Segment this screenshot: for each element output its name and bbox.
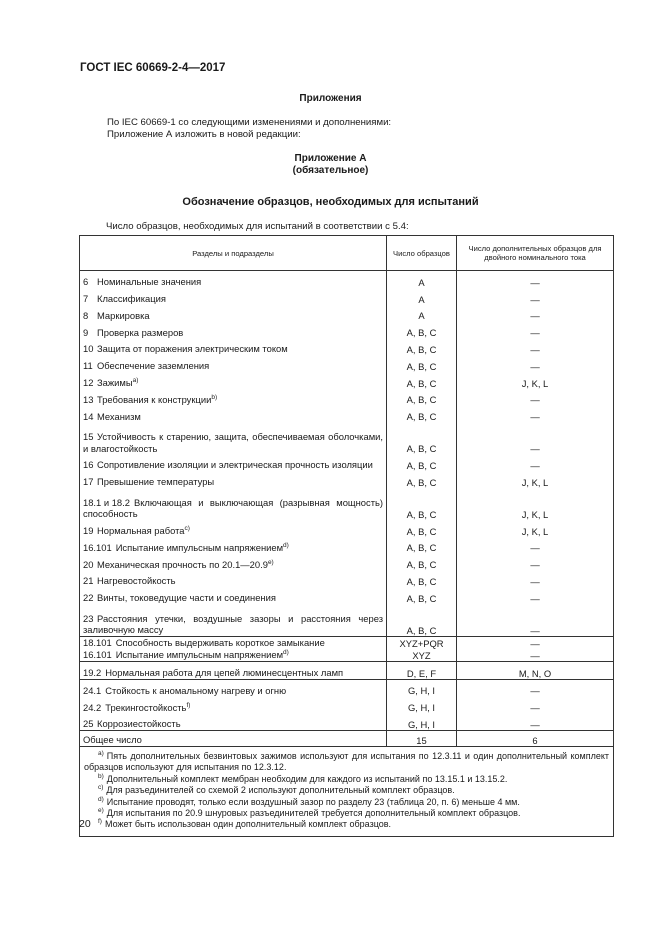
section-title: Трекингостойкость [105, 701, 187, 713]
extra-samples-cell: — [457, 389, 614, 406]
footnote-mark: b) [98, 772, 104, 780]
section-number: 19 [83, 525, 94, 537]
extra-samples-cell: — [457, 537, 614, 554]
section-cell [80, 679, 387, 696]
section-cell [80, 713, 387, 730]
table-row [80, 372, 614, 389]
table-row [80, 636, 614, 649]
section-cell [80, 422, 387, 454]
samples-cell: G, H, I [387, 713, 457, 730]
footnote [84, 797, 609, 808]
section-number: 8 [83, 309, 89, 321]
table-row [80, 661, 614, 679]
total-extra: 6 [457, 730, 614, 746]
samples-cell: A, B, C [387, 537, 457, 554]
footnote-mark: c) [98, 784, 104, 792]
extra-samples-cell: — [457, 587, 614, 604]
section-cell [80, 454, 387, 471]
footnote [84, 774, 609, 785]
footnote-ref: d) [283, 649, 289, 657]
header-sections: Разделы и подразделы [80, 236, 387, 271]
section-title: Нормальная работа [97, 525, 185, 537]
section-number: 14 [83, 410, 94, 422]
samples-table [79, 235, 614, 837]
intro-line-2: Приложение А изложить в новой редакции: [107, 129, 301, 140]
table-row [80, 587, 614, 604]
section-number: 24.1 [83, 684, 102, 696]
section-number: 25 [83, 718, 94, 730]
section-number: 6 [83, 276, 89, 288]
footnote-mark: f) [98, 818, 102, 826]
section-number: 22 [83, 592, 94, 604]
section-title: Приложения [299, 93, 362, 104]
samples-cell: A, B, C [387, 389, 457, 406]
extra-samples-cell: — [457, 355, 614, 372]
section-title: Обеспечение заземления [97, 360, 210, 372]
section-cell [80, 537, 387, 554]
section-title: Расстояния утечки, воздушные зазоры и расстояния через заливочную массу [83, 612, 383, 636]
section-title: Включающая и выключающая (разрывная мощность) способность [83, 496, 383, 520]
section-title: Испытание импульсным напряжением [115, 541, 284, 553]
samples-cell: A [387, 288, 457, 305]
samples-cell: A, B, C [387, 321, 457, 338]
samples-cell: A, B, C [387, 570, 457, 587]
footnote-mark: a) [98, 749, 104, 757]
section-cell [80, 570, 387, 587]
footnote-ref: e) [267, 558, 274, 566]
section-title: Превышение температуры [97, 476, 215, 488]
table-row [80, 338, 614, 355]
section-cell [80, 696, 387, 713]
table-row [80, 537, 614, 554]
table-row [80, 604, 614, 637]
section-cell [80, 636, 387, 649]
total-row [80, 730, 614, 746]
section-title: Механизм [97, 410, 141, 422]
footnote [84, 751, 609, 774]
table-row [80, 570, 614, 587]
extra-samples-cell: J, K, L [457, 520, 614, 537]
table-header-row [80, 236, 614, 271]
samples-cell: A, B, C [387, 587, 457, 604]
section-cell [80, 649, 387, 662]
section-title: Нормальная работа для цепей люминесцентных ламп [105, 667, 344, 679]
footnote-mark: d) [98, 795, 104, 803]
table-row [80, 713, 614, 730]
samples-cell: A, B, C [387, 553, 457, 570]
section-cell [80, 471, 387, 488]
section-number: 9 [83, 326, 89, 338]
section-title: Винты, токоведущие части и соединения [97, 592, 276, 604]
samples-cell: A, B, C [387, 488, 457, 520]
table-row [80, 405, 614, 422]
extra-samples-cell: — [457, 321, 614, 338]
extra-samples-cell: — [457, 636, 614, 649]
section-title: Номинальные значения [97, 276, 202, 288]
extra-samples-cell: — [457, 570, 614, 587]
extra-samples-cell: J, K, L [457, 488, 614, 520]
annex-title: Приложение А [294, 153, 367, 164]
table-row [80, 321, 614, 338]
section-number: 19.2 [83, 667, 102, 679]
samples-cell: XYZ+PQR [387, 636, 457, 649]
table-row [80, 488, 614, 520]
footnote [84, 819, 609, 830]
samples-cell: A [387, 305, 457, 322]
footnote-text: Дополнительный комплект мембран необходим для каждого из испытаний по 13.15.1 и 13.15.2. [106, 773, 508, 784]
extra-samples-cell: — [457, 405, 614, 422]
section-number: 7 [83, 293, 89, 305]
extra-samples-cell: — [457, 271, 614, 288]
footnote-mark: e) [98, 806, 104, 814]
extra-samples-cell: — [457, 679, 614, 696]
section-cell [80, 661, 387, 679]
extra-samples-cell: — [457, 305, 614, 322]
table-row [80, 355, 614, 372]
section-number: 16 [83, 459, 94, 471]
header-extra: Число дополнительных образцов для двойного номинального тока [457, 236, 614, 271]
section-number: 16.101 [83, 541, 112, 553]
section-number: 18.101 [83, 637, 112, 649]
footnote-text: Для разъединителей со схемой 2 используют дополнительный комплект образцов. [106, 785, 455, 796]
section-cell [80, 288, 387, 305]
header-samples: Число образцов [387, 236, 457, 271]
footnote-text: Испытание проводят, только если воздушный зазор по разделу 23 (таблица 20, п. 6) меньше 4 мм. [106, 796, 520, 807]
extra-samples-cell: — [457, 649, 614, 662]
table-row [80, 471, 614, 488]
section-title: Маркировка [97, 309, 150, 321]
footnote [84, 785, 609, 796]
main-heading: Обозначение образцов, необходимых для испытаний [182, 196, 479, 208]
extra-samples-cell: — [457, 553, 614, 570]
samples-cell: G, H, I [387, 696, 457, 713]
footnotes-row [80, 746, 614, 836]
table-row [80, 288, 614, 305]
section-title: Способность выдерживать короткое замыкание [115, 637, 325, 649]
extra-samples-cell: M, N, O [457, 661, 614, 679]
footnote-text: Пять дополнительных безвинтовых зажимов используют для испытания по 12.3.11 и один дополнительный комплект образцов используют для испытания по 12.3.12. [84, 750, 609, 773]
section-number: 18.1 и 18.2 [83, 496, 130, 508]
section-title: Механическая прочность по 20.1—20.9 [97, 558, 268, 570]
footnote-text: Может быть использован один дополнительный комплект образцов. [104, 819, 392, 830]
samples-cell: A, B, C [387, 338, 457, 355]
section-cell [80, 305, 387, 322]
samples-cell: A, B, C [387, 355, 457, 372]
samples-cell: A, B, C [387, 520, 457, 537]
table-row [80, 649, 614, 662]
section-title: Требования к конструкции [97, 393, 212, 405]
section-number: 13 [83, 393, 94, 405]
samples-cell: A, B, C [387, 454, 457, 471]
section-number: 24.2 [83, 701, 102, 713]
samples-cell: A, B, C [387, 372, 457, 389]
section-number: 21 [83, 575, 94, 587]
section-cell [80, 488, 387, 520]
section-cell [80, 553, 387, 570]
extra-samples-cell: J, K, L [457, 372, 614, 389]
samples-cell: A, B, C [387, 471, 457, 488]
extra-samples-cell: — [457, 338, 614, 355]
extra-samples-cell: — [457, 604, 614, 637]
section-title: Стойкость к аномальному нагреву и огню [105, 684, 287, 696]
section-number: 12 [83, 377, 94, 389]
section-title: Сопротивление изоляции и электрическая прочность изоляции [97, 459, 373, 471]
table-row [80, 305, 614, 322]
section-number: 10 [83, 343, 94, 355]
table-row [80, 553, 614, 570]
footnote-ref: b) [211, 393, 218, 401]
samples-cell: A, B, C [387, 604, 457, 637]
section-cell [80, 520, 387, 537]
section-cell [80, 405, 387, 422]
section-cell [80, 587, 387, 604]
extra-samples-cell: — [457, 696, 614, 713]
section-cell [80, 372, 387, 389]
extra-samples-cell: — [457, 454, 614, 471]
section-title: Испытание импульсным напряжением [115, 649, 284, 661]
section-cell [80, 355, 387, 372]
footnote-ref: f) [186, 701, 191, 709]
footnote [84, 808, 609, 819]
section-cell [80, 321, 387, 338]
table-row [80, 679, 614, 696]
samples-cell: XYZ [387, 649, 457, 662]
samples-cell: D, E, F [387, 661, 457, 679]
section-title: Проверка размеров [97, 326, 184, 338]
section-title: Защита от поражения электрическим током [97, 343, 288, 355]
extra-samples-cell: J, K, L [457, 471, 614, 488]
samples-cell: A, B, C [387, 422, 457, 454]
table-row [80, 422, 614, 454]
section-title: Зажимы [97, 377, 133, 389]
section-title: Нагревостойкость [97, 575, 176, 587]
intro-line-1: По IEC 60669-1 со следующими изменениями и дополнениями: [107, 117, 392, 128]
extra-samples-cell: — [457, 422, 614, 454]
section-cell [80, 389, 387, 406]
total-samples: 15 [387, 730, 457, 746]
section-number: 11 [83, 360, 93, 372]
lead-text: Число образцов, необходимых для испытаний в соответствии с 5.4: [106, 221, 409, 232]
annex-subtitle: (обязательное) [292, 165, 369, 176]
extra-samples-cell: — [457, 713, 614, 730]
samples-cell: A [387, 271, 457, 288]
section-cell [80, 271, 387, 288]
table-row [80, 696, 614, 713]
table-row [80, 520, 614, 537]
footnote-text: Для испытания по 20.9 шнуровых разъединителей требуется дополнительный комплект образцов. [106, 807, 521, 818]
extra-samples-cell: — [457, 288, 614, 305]
footnotes-cell [80, 746, 614, 836]
table-row [80, 271, 614, 288]
section-title: Коррозиестойкость [97, 718, 181, 730]
section-number: 23 [83, 612, 94, 624]
samples-cell: G, H, I [387, 679, 457, 696]
section-number: 15 [83, 431, 94, 443]
table-body [80, 271, 614, 837]
table-row [80, 454, 614, 471]
section-title: Устойчивость к старению, защита, обеспечиваемая оболочками, и влагостойкость [83, 431, 383, 454]
section-number: 17 [83, 476, 94, 488]
samples-cell: A, B, C [387, 405, 457, 422]
footnote-ref: c) [184, 524, 190, 532]
section-title: Классификация [97, 293, 166, 305]
footnote-ref: d) [283, 541, 289, 549]
section-cell [80, 338, 387, 355]
section-number: 16.101 [83, 649, 112, 661]
section-number: 20 [83, 558, 94, 570]
total-label: Общее число [80, 730, 387, 746]
standard-header: ГОСТ IEC 60669-2-4—2017 [80, 62, 226, 74]
page-number: 20 [79, 818, 91, 830]
footnote-ref: a) [132, 376, 139, 384]
section-cell [80, 604, 387, 637]
table-row [80, 389, 614, 406]
